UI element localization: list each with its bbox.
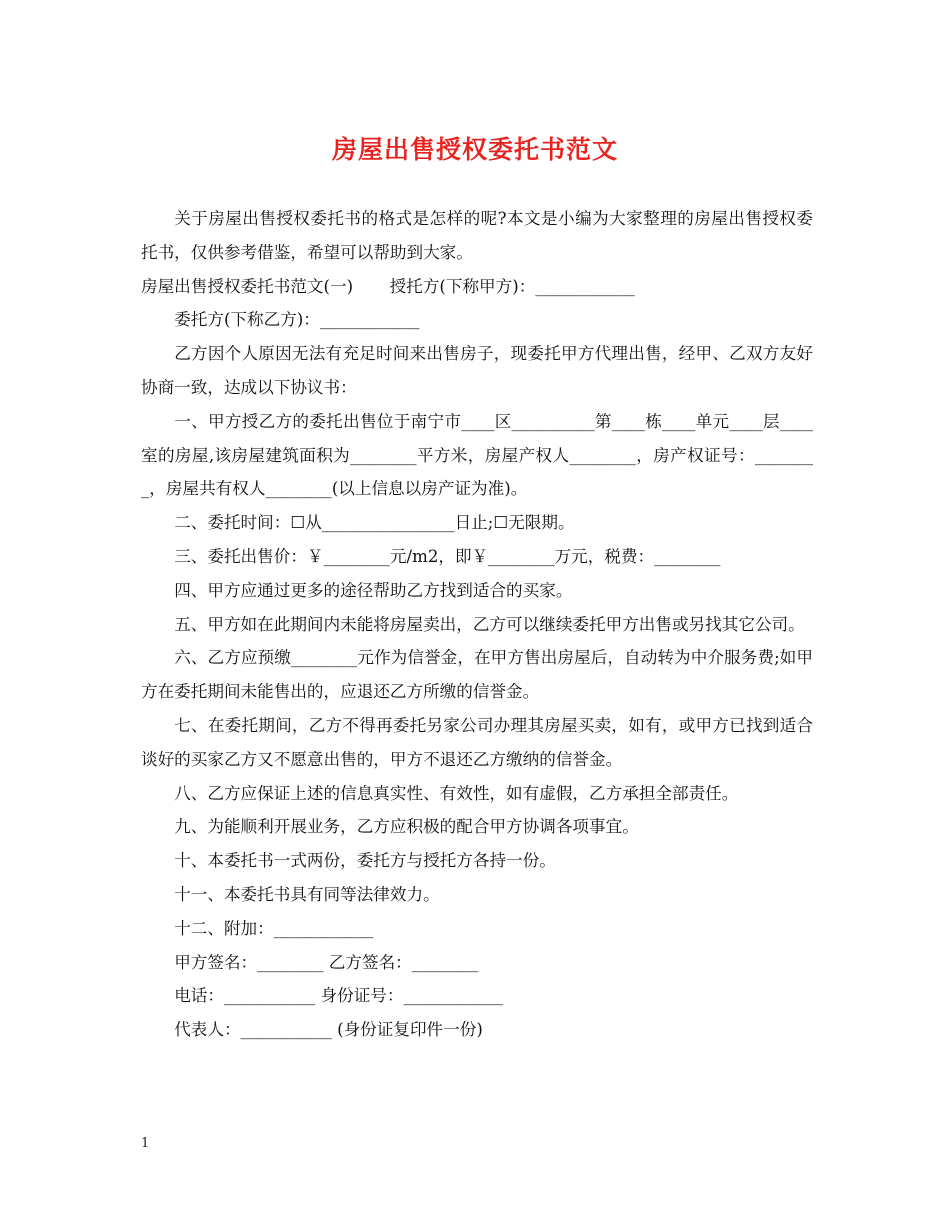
clause-9: 九、为能顺利开展业务，乙方应积极的配合甲方协调各项事宜。 (174, 817, 639, 837)
intro-paragraph: 关于房屋出售授权委托书的格式是怎样的呢?本文是小编为大家整理的房屋出售授权委托书，仅供参考借鉴，希望可以帮助到大家。 (141, 209, 813, 262)
trustee-party-line: 授托方(下称甲方)：____________ (389, 276, 635, 296)
clause-11: 十一、本委托书具有同等法律效力。 (174, 884, 440, 904)
clause-1: 一、甲方授乙方的委托出售位于南宁市____区__________第____栋____单元____层____室的房屋,该房屋建筑面积为________平方米，房屋产权人________，房产权证号：________，房屋共有权人________(以上信息以房产证为准)。 (141, 411, 813, 499)
document-body (141, 202, 813, 1047)
clause-5: 五、甲方如在此期间内未能将房屋卖出，乙方可以继续委托甲方出售或另找其它公司。 (174, 614, 805, 634)
clause-6: 六、乙方应预缴________元作为信誉金，在甲方售出房屋后，自动转为中介服务费;如甲方在委托期间未能售出的，应退还乙方所缴的信誉金。 (141, 648, 813, 702)
clause-7: 七、在委托期间，乙方不得再委托另家公司办理其房屋买卖，如有，或甲方已找到适合谈好的买家乙方又不愿意出售的，甲方不退还乙方缴纳的信誉金。 (141, 715, 813, 769)
page-number: 1 (141, 1136, 150, 1151)
document-title: 房屋出售授权委托书范文 (331, 135, 618, 164)
clause-3: 三、委托出售价：￥________元/m2，即￥________万元，税费：________ (174, 546, 721, 566)
clause-12: 十二、附加：____________ (174, 918, 374, 938)
signature-line: 甲方签名：________ 乙方签名：________ (174, 952, 479, 972)
principal-party-line: 委托方(下称乙方)：____________ (174, 310, 420, 330)
sample-heading: 房屋出售授权委托书范文(一) (141, 276, 354, 296)
clause-8: 八、乙方应保证上述的信息真实性、有效性，如有虚假，乙方承担全部责任。 (174, 783, 739, 803)
clause-4: 四、甲方应通过更多的途径帮助乙方找到适合的买家。 (174, 580, 573, 600)
preamble-paragraph: 乙方因个人原因无法有充足时间来出售房子，现委托甲方代理出售，经甲、乙双方友好协商一致，达成以下协议书： (141, 344, 813, 397)
clause-2: 二、委托时间：☐从________________日止;☐无限期。 (174, 513, 575, 533)
phone-id-line: 电话：___________ 身份证号：____________ (174, 986, 504, 1006)
clause-10: 十、本委托书一式两份，委托方与授托方各持一份。 (174, 851, 556, 871)
sample-heading-line (141, 270, 813, 304)
representative-line: 代表人：___________ (身份证复印件一份) (174, 1020, 483, 1040)
